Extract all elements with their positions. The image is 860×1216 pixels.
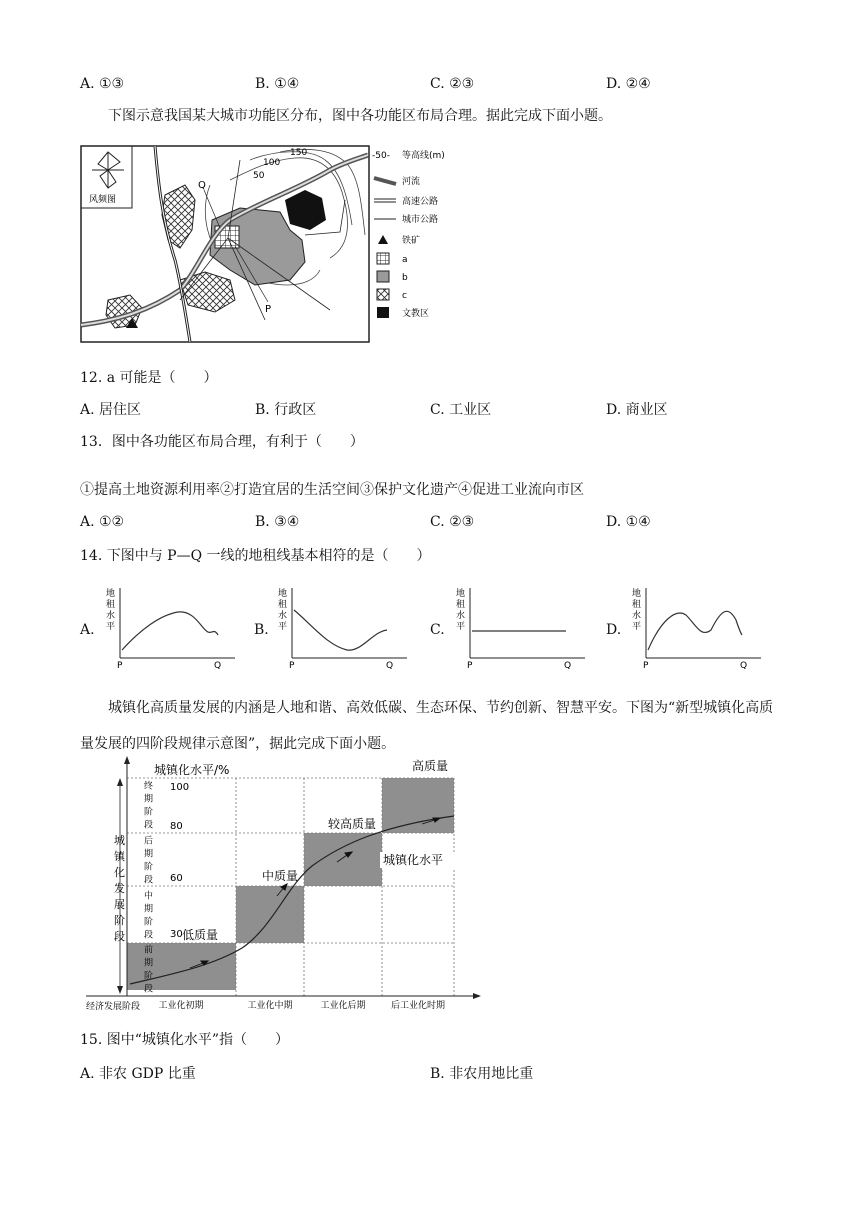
stage-name-char: 期 <box>144 794 154 805</box>
stage-axis-title <box>114 834 126 943</box>
y-label-char: 平 <box>456 622 466 632</box>
q14-option-a: A. <box>80 622 95 638</box>
y-label-char: 水 <box>632 611 642 621</box>
y-axis-title: 城镇化水平/% <box>154 763 230 777</box>
intro-urban-text: 城镇化高质量发展的内涵是人地和谐、高效低碳、生态环保、节约创新、智慧平安。下图为“新型城镇化高质量发展的四阶段规律示意图”，据此完成下面小题。 <box>80 700 774 752</box>
q14-option-c: C. <box>430 622 445 638</box>
y-tick-100: 100 <box>170 782 190 793</box>
y-tick-30: 30 <box>170 929 183 940</box>
y-label-char: 地 <box>456 589 466 599</box>
x-category: 工业化初期 <box>158 1001 204 1011</box>
legend-edu-label: 文教区 <box>402 309 430 319</box>
legend-road-label: 城市公路 <box>402 215 439 225</box>
x-end-label: Q <box>564 661 572 670</box>
box-high-mid <box>304 833 382 886</box>
map-legend <box>372 149 445 319</box>
stage-name-char: 后 <box>144 836 154 847</box>
y-tick-80: 80 <box>170 821 183 832</box>
y-label-char: 平 <box>106 622 116 632</box>
y-label-char: 水 <box>278 611 288 621</box>
point-q: Q <box>198 180 206 191</box>
stage-name-char: 中 <box>144 891 154 902</box>
q14-option-b: B. <box>254 622 269 638</box>
x-start-label: P <box>467 661 473 670</box>
y-label-char: 地 <box>278 589 288 599</box>
q12-stem: 12. a 可能是（ ） <box>80 370 218 386</box>
q13-option-c: C. ②③ <box>430 514 475 530</box>
rent-graph-a <box>100 580 240 670</box>
stage-title-char: 城 <box>114 834 125 847</box>
legend-c-label: c <box>402 291 407 301</box>
y-label-char: 租 <box>456 600 466 610</box>
x-category: 工业化中期 <box>247 1001 293 1011</box>
quality-high-label: 高质量 <box>412 759 449 773</box>
rent-graph-c <box>450 580 590 670</box>
stage-name-char: 前 <box>144 945 154 956</box>
quality-low-label: 低质量 <box>182 928 219 942</box>
y-label-char: 地 <box>632 589 642 599</box>
rent-graph-d <box>626 580 766 670</box>
prev-option-d: D. ②④ <box>606 76 651 92</box>
stage-name-char: 阶 <box>144 862 154 873</box>
urbanization-stage-chart <box>82 756 482 1018</box>
x-end-label: Q <box>386 661 394 670</box>
legend-river-label: 河流 <box>402 177 421 187</box>
x-start-label: P <box>643 661 649 670</box>
stage-title-char: 镇 <box>114 850 125 863</box>
stage-title-char: 发 <box>114 882 125 895</box>
y-label-char: 租 <box>106 600 116 610</box>
stage-name-char: 期 <box>144 849 154 860</box>
stage-name-char: 段 <box>144 930 154 941</box>
prev-option-c: C. ②③ <box>430 76 475 92</box>
stage-title-char: 化 <box>114 866 125 879</box>
x-end-label: Q <box>214 661 222 670</box>
stage-name-char: 段 <box>144 875 154 886</box>
q13-stem: 13．图中各功能区布局合理，有利于（ ） <box>80 434 364 450</box>
y-label-char: 平 <box>632 622 642 632</box>
x-category: 后工业化时期 <box>390 1001 446 1011</box>
y-label-char: 地 <box>106 589 116 599</box>
stage-name-char: 阶 <box>144 917 154 928</box>
point-p: P <box>265 304 272 315</box>
q15-option-b: B. 非农用地比重 <box>430 1066 534 1082</box>
series-label: 城镇化水平 <box>383 853 444 867</box>
contour-100: 100 <box>263 158 281 168</box>
y-label-char: 租 <box>278 600 288 610</box>
quality-mid-label: 中质量 <box>262 869 299 883</box>
q13-option-a: A. ①② <box>80 514 125 530</box>
y-label-char: 水 <box>456 611 466 621</box>
stage-title-char: 展 <box>114 898 125 911</box>
q13-statements: ①提高土地资源利用率②打造宜居的生活空间③保护文化遗产④促进工业流向市区 <box>80 482 584 498</box>
x-category: 工业化后期 <box>320 1001 366 1011</box>
q14-stem: 14. 下图中与 P—Q 一线的地租线基本相符的是（ ） <box>80 548 431 564</box>
legend-b-label: b <box>402 273 408 283</box>
y-label-char: 平 <box>278 622 288 632</box>
legend-iron-label: 铁矿 <box>402 236 421 246</box>
stage-name-char: 阶 <box>144 971 154 982</box>
prev-option-a: A. ①③ <box>80 76 125 92</box>
q12-option-a: A. 居住区 <box>80 402 142 418</box>
q12-option-d: D. 商业区 <box>606 402 668 418</box>
stage-name-char: 阶 <box>144 807 154 818</box>
x-axis-title: 经济发展阶段 <box>86 1002 141 1012</box>
x-start-label: P <box>117 661 123 670</box>
box-mid <box>236 886 304 943</box>
q15-stem: 15. 图中“城镇化水平”指（ ） <box>80 1032 290 1048</box>
wind-rose-label: 风频图 <box>89 195 117 205</box>
stage-name-char: 终 <box>144 781 154 792</box>
q15-option-a: A. 非农 GDP 比重 <box>80 1066 196 1082</box>
prev-option-b: B. ①④ <box>255 76 300 92</box>
legend-contour-sample: -50- <box>372 151 390 161</box>
y-tick-60: 60 <box>170 873 183 884</box>
y-label-char: 租 <box>632 600 642 610</box>
q13-option-d: D. ①④ <box>606 514 651 530</box>
x-end-label: Q <box>740 661 748 670</box>
stage-name-char: 期 <box>144 904 154 915</box>
legend-highway-label: 高速公路 <box>402 197 439 207</box>
contour-150: 150 <box>290 148 308 158</box>
legend-a-label: a <box>402 255 408 265</box>
legend-contour-label: 等高线(m) <box>402 151 445 161</box>
quality-high-mid-label: 较高质量 <box>328 817 377 831</box>
x-start-label: P <box>289 661 295 670</box>
stage-name-char: 期 <box>144 958 154 969</box>
city-function-map <box>80 140 480 346</box>
contour-50: 50 <box>253 171 265 181</box>
y-label-char: 水 <box>106 611 116 621</box>
q12-option-b: B. 行政区 <box>255 402 317 418</box>
intro-map-text: 下图示意我国某大城市功能区分布，图中各功能区布局合理。据此完成下面小题。 <box>108 108 612 124</box>
stage-title-char: 阶 <box>114 914 125 927</box>
rent-graph-b <box>272 580 412 670</box>
stage-name-char: 段 <box>144 820 154 831</box>
q13-option-b: B. ③④ <box>255 514 300 530</box>
stage-title-char: 段 <box>114 930 125 943</box>
q12-option-c: C. 工业区 <box>430 402 492 418</box>
box-high <box>382 778 454 833</box>
stage-name-char: 段 <box>144 984 154 995</box>
q14-option-d: D. <box>606 622 622 638</box>
